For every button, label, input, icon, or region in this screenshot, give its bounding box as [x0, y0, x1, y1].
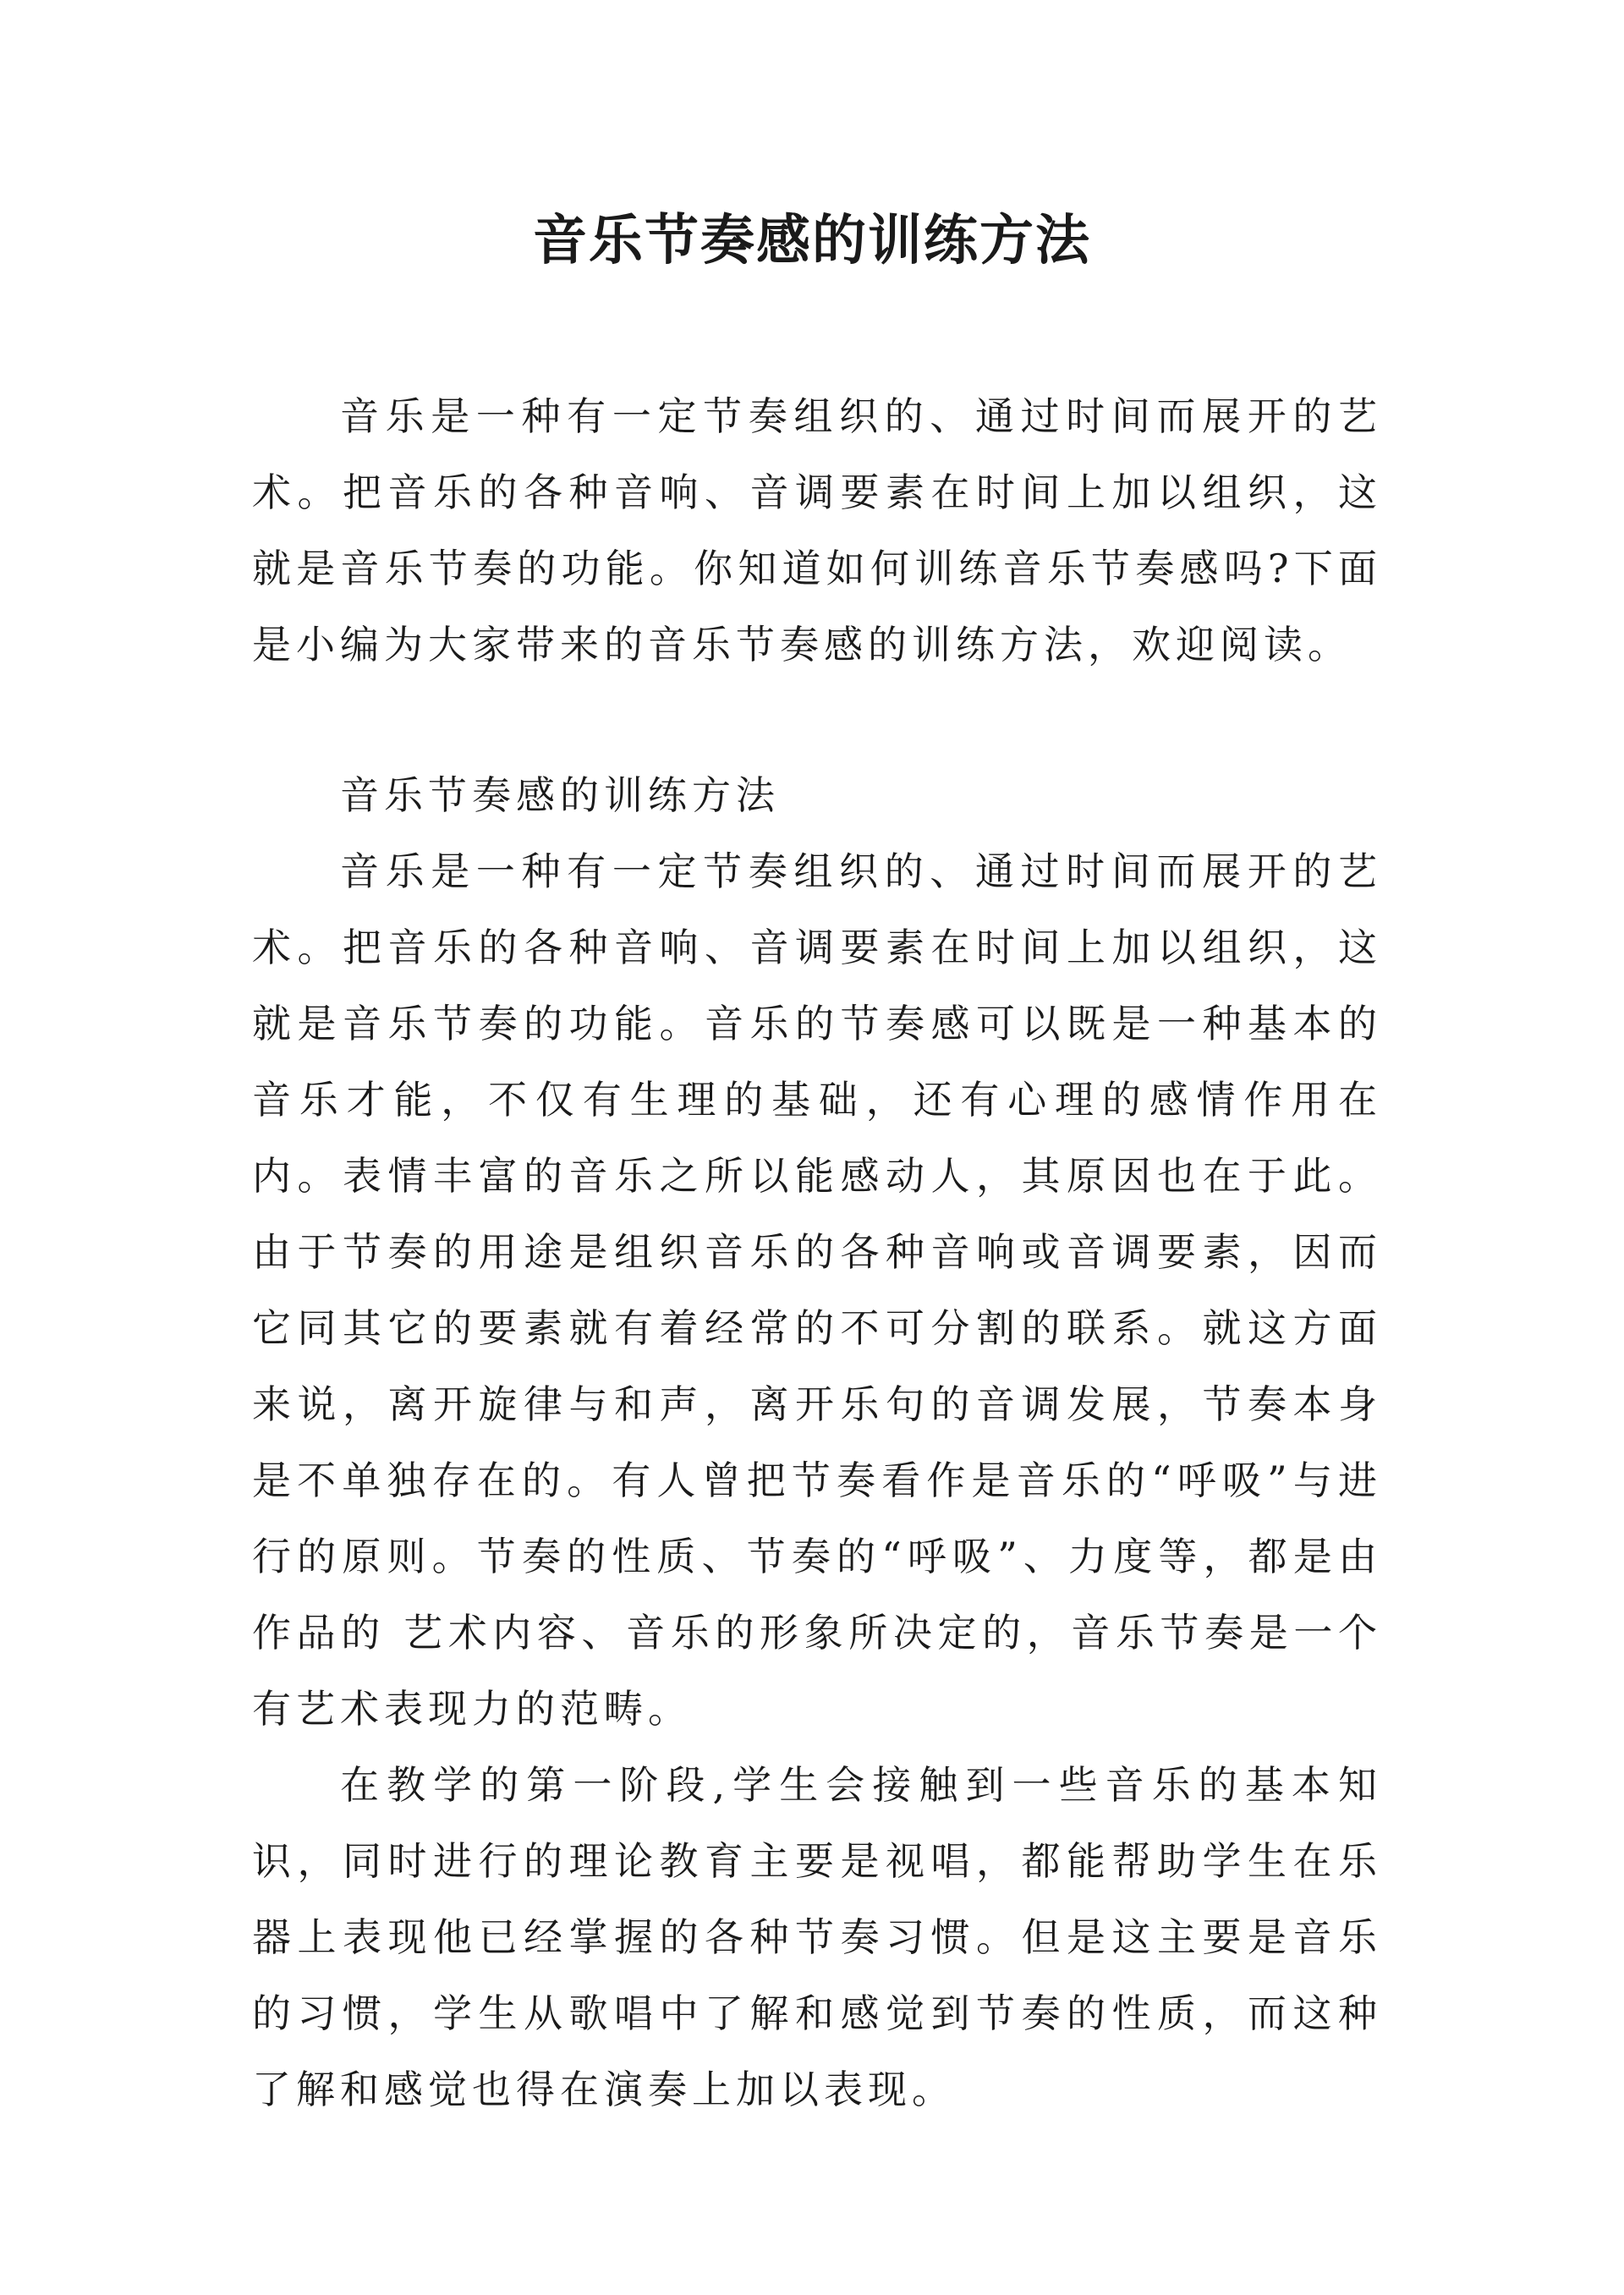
section-heading: 音乐节奏感的训练方法 — [340, 772, 780, 818]
intro-block — [252, 378, 1382, 683]
body-paragraph-1: 音乐是一种有一定节奏组织的、通过时间而展开的艺术。把音乐的各种音响、音调要素在时间上加以组织，这就是音乐节奏的功能。音乐的节奏感可以既是一种基本的音乐才能，不仅有生理的基础，还有心理的感情作用在内。表情丰富的音乐之所以能感动人，其原因也在于此。由于节奏的用途是组织音乐的各种音响或音调要素，因而它同其它的要素就有着经常的不可分割的联系。就这方面来说，离开旋律与和声，离开乐句的音调发展，节奏本身是不单独存在的。有人曾把节奏看作是音乐的“呼吸”与进行的原则。节奏的性质、节奏的“呼吸”、力度等，都是由作品的 艺术内容、音乐的形象所决定的，音乐节奏是一个有艺术表现力的范畴。 — [252, 848, 1382, 1732]
main-content — [252, 757, 1382, 2128]
intro-paragraph: 音乐是一种有一定节奏组织的、通过时间而展开的艺术。把音乐的各种音响、音调要素在时间上加以组织，这就是音乐节奏的功能。你知道如何训练音乐节奏感吗?下面是小编为大家带来的音乐节奏感的训练方法，欢迎阅读。 — [252, 393, 1382, 667]
document-title: 音乐节奏感的训练方法 — [533, 210, 1091, 272]
body-paragraph-2: 在教学的第一阶段,学生会接触到一些音乐的基本知识，同时进行的理论教育主要是视唱，都能帮助学生在乐器上表现他已经掌握的各种节奏习惯。但是这主要是音乐的习惯，学生从歌唱中了解和感觉到节奏的性质，而这种了解和感觉也得在演奏上加以表现。 — [252, 1762, 1382, 2112]
